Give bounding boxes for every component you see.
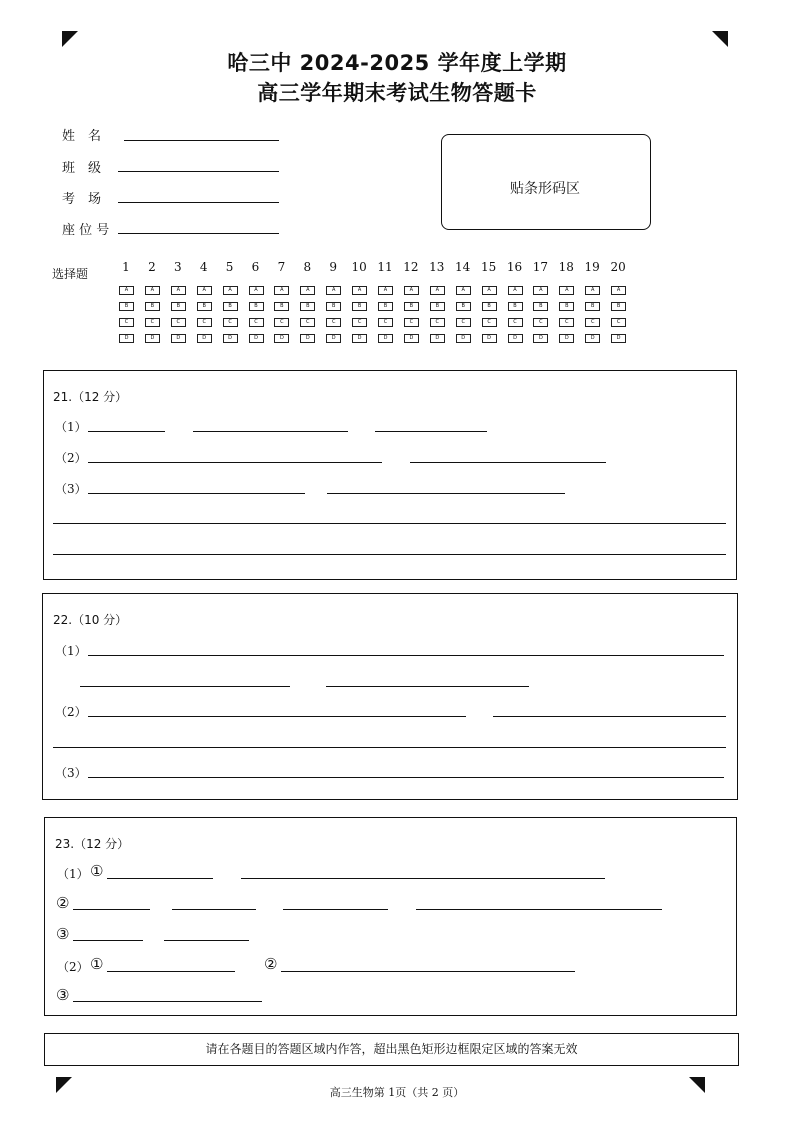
q21-answer-line[interactable] (88, 462, 382, 463)
mc-option-bubble[interactable]: B (352, 302, 367, 311)
q21-answer-line[interactable] (53, 523, 726, 524)
mc-option-bubble[interactable]: D (197, 334, 212, 343)
mc-option-bubble[interactable]: B (404, 302, 419, 311)
mc-option-bubble[interactable]: D (171, 334, 186, 343)
mc-option-bubble[interactable]: B (585, 302, 600, 311)
multiple-choice-label: 选择题 (52, 267, 89, 281)
mc-option-bubble[interactable]: B (508, 302, 523, 311)
mc-option-bubble[interactable]: A (274, 286, 289, 295)
mc-question-number: 13 (429, 260, 445, 274)
mc-option-bubble[interactable]: D (378, 334, 393, 343)
q22-answer-line[interactable] (88, 777, 724, 778)
mc-question-number: 18 (558, 260, 574, 274)
mc-option-bubble[interactable]: B (197, 302, 212, 311)
mc-option-bubble[interactable]: D (404, 334, 419, 343)
mc-option-bubble[interactable]: A (559, 286, 574, 295)
q22-part-3-label: （3） (55, 766, 87, 780)
question-22-title: 22.（10 分） (53, 613, 128, 627)
exam-title-line2: 高三学年期末考试生物答题卡 (257, 81, 537, 105)
mc-question-number: 2 (148, 260, 156, 274)
seat-number-label: 座 位 号 (62, 223, 110, 238)
mc-question-number: 7 (277, 260, 286, 274)
mc-question-number: 4 (199, 260, 208, 274)
q23-answer-line[interactable] (73, 909, 150, 910)
mc-option-bubble[interactable]: B (533, 302, 548, 311)
mc-question-number: 1 (122, 260, 130, 274)
mc-question-number: 16 (506, 260, 523, 274)
mc-option-bubble[interactable]: A (404, 286, 419, 295)
q23-answer-line[interactable] (281, 971, 575, 972)
circled-number-3: ③ (56, 986, 70, 1004)
q22-part-1-label: （1） (55, 644, 87, 658)
mc-option-bubble[interactable]: A (197, 286, 212, 295)
q23-answer-line[interactable] (73, 940, 143, 941)
exam-title-line1: 哈三中 2024-2025 学年度上学期 (227, 51, 567, 75)
mc-option-bubble[interactable]: B (300, 302, 315, 311)
q21-answer-line[interactable] (410, 462, 606, 463)
q21-answer-line[interactable] (193, 431, 348, 432)
mc-option-bubble[interactable]: A (585, 286, 600, 295)
mc-option-bubble[interactable]: A (611, 286, 626, 295)
class-label: 班 级 (62, 161, 102, 176)
exam-room-field[interactable] (118, 202, 279, 203)
mc-option-bubble[interactable]: B (223, 302, 238, 311)
mc-option-bubble[interactable]: C (326, 318, 341, 327)
mc-option-bubble[interactable]: D (352, 334, 367, 343)
mc-option-bubble[interactable]: C (611, 318, 626, 327)
mc-option-bubble[interactable]: A (378, 286, 393, 295)
mc-option-bubble[interactable]: D (430, 334, 445, 343)
class-field[interactable] (118, 171, 279, 172)
mc-option-bubble[interactable]: C (197, 318, 212, 327)
mc-option-bubble[interactable]: C (145, 318, 160, 327)
mc-option-bubble[interactable]: A (430, 286, 445, 295)
q21-part-1-label: （1） (55, 420, 87, 434)
question-23-title: 23.（12 分） (55, 837, 130, 851)
q23-answer-line[interactable] (107, 878, 213, 879)
mc-option-bubble[interactable]: B (482, 302, 497, 311)
q22-answer-line[interactable] (493, 716, 726, 717)
mc-option-bubble[interactable]: A (249, 286, 264, 295)
mc-question-number: 14 (455, 260, 471, 274)
mc-option-bubble[interactable]: A (119, 286, 134, 295)
mc-option-bubble[interactable]: D (274, 334, 289, 343)
mc-option-bubble[interactable]: C (171, 318, 186, 327)
mc-option-bubble[interactable]: B (326, 302, 341, 311)
q21-answer-line[interactable] (327, 493, 565, 494)
q22-answer-line[interactable] (88, 655, 724, 656)
question-22-box (42, 593, 738, 800)
name-field[interactable] (124, 140, 279, 141)
mc-question-number: 15 (480, 260, 497, 274)
mc-question-number: 10 (351, 260, 367, 274)
seat-number-field[interactable] (118, 233, 279, 234)
circled-number-2: ② (264, 955, 278, 973)
mc-option-bubble[interactable]: A (223, 286, 238, 295)
q21-part-3-label: （3） (55, 482, 87, 496)
q22-answer-line[interactable] (326, 686, 529, 687)
mc-option-bubble[interactable]: B (559, 302, 574, 311)
mc-option-bubble[interactable]: B (430, 302, 445, 311)
mc-option-bubble[interactable]: A (145, 286, 160, 295)
mc-option-bubble[interactable]: A (482, 286, 497, 295)
mc-option-bubble[interactable]: D (585, 334, 600, 343)
mc-option-bubble[interactable]: D (249, 334, 264, 343)
q23-answer-line[interactable] (164, 940, 249, 941)
barcode-label: 贴条形码区 (510, 181, 580, 197)
mc-option-bubble[interactable]: D (611, 334, 626, 343)
mc-option-bubble[interactable]: A (300, 286, 315, 295)
question-23-box (44, 817, 737, 1016)
mc-option-bubble[interactable]: C (404, 318, 419, 327)
mc-option-bubble[interactable]: D (119, 334, 134, 343)
mc-option-bubble[interactable]: B (119, 302, 134, 311)
mc-option-bubble[interactable]: B (274, 302, 289, 311)
mc-option-bubble[interactable]: D (326, 334, 341, 343)
q22-part-2-label: （2） (55, 705, 87, 719)
q21-answer-line[interactable] (88, 493, 305, 494)
q21-part-2-label: （2） (55, 451, 87, 465)
q23-part-2-label: （2） (57, 960, 89, 974)
q23-part-1-label: （1） (57, 867, 89, 881)
answer-area-notice: 请在各题目的答题区域内作答，超出黑色矩形边框限定区域的答案无效 (44, 1033, 739, 1066)
q23-answer-line[interactable] (73, 1001, 262, 1002)
circled-number-1: ① (90, 955, 104, 973)
mc-question-number: 19 (584, 260, 600, 274)
name-label: 姓 名 (62, 129, 102, 144)
mc-option-bubble[interactable]: C (533, 318, 548, 327)
mc-option-bubble[interactable]: A (171, 286, 186, 295)
mc-option-bubble[interactable]: D (145, 334, 160, 343)
mc-question-number: 6 (251, 260, 260, 274)
mc-option-bubble[interactable]: C (430, 318, 445, 327)
mc-option-bubble[interactable]: B (145, 302, 160, 311)
mc-option-bubble[interactable]: D (508, 334, 523, 343)
mc-question-number: 20 (610, 260, 626, 274)
mc-option-bubble[interactable]: D (456, 334, 471, 343)
q22-answer-line[interactable] (53, 747, 726, 748)
mc-option-bubble[interactable]: C (249, 318, 264, 327)
mc-option-bubble[interactable]: C (378, 318, 393, 327)
question-21-title: 21.（12 分） (53, 390, 128, 404)
mc-option-bubble[interactable]: D (559, 334, 574, 343)
mc-option-bubble[interactable]: C (300, 318, 315, 327)
mc-question-number: 8 (303, 260, 312, 274)
q23-answer-line[interactable] (172, 909, 256, 910)
mc-option-bubble[interactable]: D (482, 334, 497, 343)
mc-option-bubble[interactable]: C (274, 318, 289, 327)
exam-room-label: 考 场 (62, 192, 102, 207)
mc-option-bubble[interactable]: D (300, 334, 315, 343)
q22-answer-line[interactable] (88, 716, 466, 717)
mc-option-bubble[interactable]: B (378, 302, 393, 311)
question-21-box (43, 370, 737, 580)
q21-answer-line[interactable] (88, 431, 165, 432)
mc-option-bubble[interactable]: A (508, 286, 523, 295)
mc-option-bubble[interactable]: C (508, 318, 523, 327)
mc-option-bubble[interactable]: B (249, 302, 264, 311)
mc-question-number: 3 (173, 260, 182, 274)
mc-option-bubble[interactable]: C (482, 318, 497, 327)
corner-mark-top-right (712, 31, 728, 47)
mc-question-number: 9 (329, 260, 337, 274)
mc-option-bubble[interactable]: C (559, 318, 574, 327)
q23-answer-line[interactable] (107, 971, 235, 972)
mc-option-bubble[interactable]: C (456, 318, 471, 327)
page-footer: 高三生物第 1页（共 2 页） (329, 1086, 465, 1099)
circled-number-1: ① (90, 862, 104, 880)
mc-option-bubble[interactable]: A (456, 286, 471, 295)
mc-option-bubble[interactable]: B (456, 302, 471, 311)
mc-option-bubble[interactable]: D (533, 334, 548, 343)
mc-question-number: 17 (532, 260, 549, 274)
mc-option-bubble[interactable]: C (585, 318, 600, 327)
mc-question-number: 11 (377, 260, 393, 274)
q23-answer-line[interactable] (416, 909, 662, 910)
mc-question-number: 12 (403, 260, 419, 274)
circled-number-3: ③ (56, 925, 70, 943)
q23-answer-line[interactable] (241, 878, 605, 879)
q21-answer-line[interactable] (53, 554, 726, 555)
mc-option-bubble[interactable]: D (223, 334, 238, 343)
q21-answer-line[interactable] (375, 431, 487, 432)
corner-mark-top-left (62, 31, 78, 47)
mc-option-bubble[interactable]: C (223, 318, 238, 327)
mc-option-bubble[interactable]: A (326, 286, 341, 295)
mc-question-number: 5 (225, 260, 234, 274)
mc-option-bubble[interactable]: C (119, 318, 134, 327)
mc-option-bubble[interactable]: A (533, 286, 548, 295)
circled-number-2: ② (56, 894, 70, 912)
mc-option-bubble[interactable]: B (171, 302, 186, 311)
q23-answer-line[interactable] (283, 909, 388, 910)
mc-option-bubble[interactable]: B (611, 302, 626, 311)
mc-option-bubble[interactable]: C (352, 318, 367, 327)
q22-answer-line[interactable] (80, 686, 290, 687)
mc-option-bubble[interactable]: A (352, 286, 367, 295)
